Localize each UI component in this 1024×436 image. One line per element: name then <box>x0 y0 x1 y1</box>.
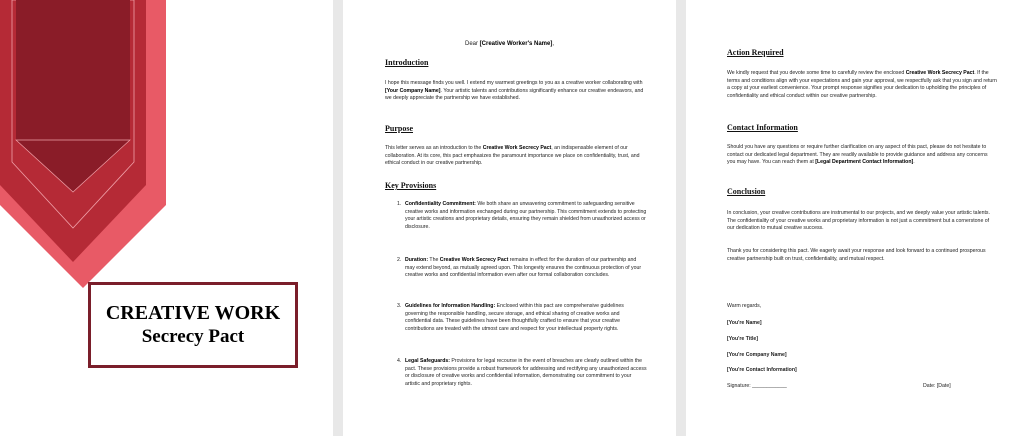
provision-item: 2. Duration: The Creative Work Secrecy Pact remains in effect for the duration of our partnership and may extend beyond, as mutually agreed upon. This longevity ensures the continuous protection of your creative works and confidential information even after our formal collaboration concludes. <box>397 257 642 279</box>
provision-item: 3. Guidelines for Information Handling: Enclosed within this pact are comprehensive guidelines governing the responsible handling, secure storage, and ethical sharing of creative works and confidential data. These guidelines have been thoughtfully crafted to ensure that your creative contributions are treated with the utmost care and respect for your intellectual property rights. <box>397 303 624 332</box>
provision-item: 4. Legal Safeguards: Provisions for legal recourse in the event of breaches are clearly outlined within the pact. These provisions provide a robust framework for addressing and rectifying any unauthorized access or disclosure of creative works and confidential information, demonstrating our commitment to your artistic and proprietary rights. <box>397 358 647 387</box>
introduction-paragraph: I hope this message finds you well. I extend my warmest greetings to you as a creative worker collaborating with [Your Company Name]. Your artistic talents and contributions significantly enhance our creative endeavors, and we deeply appreciate the partnership we have established. <box>385 80 644 102</box>
contact-information-paragraph: Should you have any questions or require further clarification on any aspect of this pact, please do not hesitate to contact our dedicated legal department. They are readily available to provide guidance and address any concerns you may have. You can reach them at [Legal Department Contact Information]. <box>727 144 988 166</box>
key-provisions-heading: Key Provisions <box>385 181 437 190</box>
sender-name: [You're Name] <box>727 320 762 326</box>
signature-line: Signature: ____________ <box>727 383 787 389</box>
letter-page-2 <box>686 0 1024 436</box>
action-required-heading: Action Required <box>727 48 784 57</box>
introduction-heading: Introduction <box>385 58 429 67</box>
cover-title-line1: CREATIVE WORK <box>105 302 281 324</box>
letter-page-1 <box>343 0 676 436</box>
provision-item: 1. Confidentiality Commitment: We both share an unwavering commitment to safeguarding sensitive creative works and information exchanged during our partnership. This commitment extends to protecting your artistic creations and proprietary details, ensuring they remain shielded from unauthorized access or disclosure. <box>397 201 647 230</box>
greeting: Dear [Creative Worker's Name], <box>464 41 555 47</box>
conclusion-heading: Conclusion <box>727 187 766 196</box>
conclusion-paragraph-1: In conclusion, your creative contributions are instrumental to our projects, and we deeply value your artistic talents. The confidentiality of your creative works and proprietary information is not just a commitment but a cornerstone of our dedication to mutual creative success. <box>727 210 990 232</box>
sender-title: [You're Title] <box>727 336 759 342</box>
recipient-name: [Creative Worker's Name] <box>479 41 553 47</box>
ribbon-banner <box>0 0 170 290</box>
cover-page <box>0 0 333 436</box>
cover-title-line2: Secrecy Pact <box>141 326 245 347</box>
conclusion-paragraph-2: Thank you for considering this pact. We eagerly await your response and look forward to a continued prosperous creative partnership built on trust, confidentiality, and mutual respect. <box>727 248 986 262</box>
purpose-paragraph: This letter serves as an introduction to the Creative Work Secrecy Pact, an indispensable element of our collaboration. At its core, this pact emphasizes the paramount importance we place on confidentiality, trust, and ethical conduct in our creative partnership. <box>385 145 640 167</box>
date-line: Date: [Date] <box>923 383 951 389</box>
sender-contact: [You're Contact Information] <box>727 367 797 373</box>
sender-company: [You're Company Name] <box>727 352 787 358</box>
action-required-paragraph: We kindly request that you devote some time to carefully review the enclosed Creative Work Secrecy Pact. If the terms and conditions align with your expectations and gain your approval, we respectfully ask that you sign and return a copy at your earliest convenience. Your prompt response signifies your dedication to upholding the principles of confidentiality and ethical conduct within our creative partnership. <box>727 70 997 99</box>
closing-regards: Warm regards, <box>727 303 762 309</box>
cover-title-box <box>88 282 298 368</box>
contact-information-heading: Contact Information <box>727 123 798 132</box>
purpose-heading: Purpose <box>385 124 413 133</box>
